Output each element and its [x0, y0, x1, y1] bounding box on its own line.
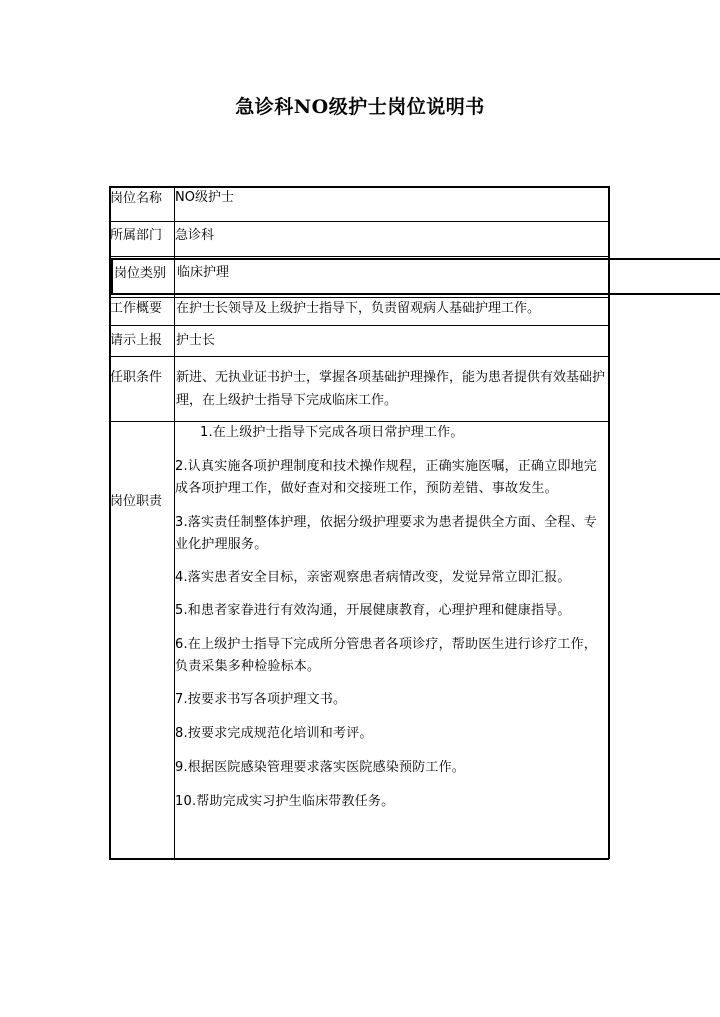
value-reports-to: 护士长 — [176, 333, 216, 348]
value-qualifications: 新进、无执业证书护士，掌握各项基础护理操作，能为患者提供有效基础护理，在上级护士指导下完成临床工作。 — [176, 370, 606, 408]
row-divider — [109, 356, 609, 357]
duty-item: 5.和患者家眷进行有效沟通，开展健康教育，心理护理和健康指导。 — [175, 603, 571, 618]
label-qualifications: 任职条件 — [110, 370, 163, 385]
value-department: 急诊科 — [175, 228, 215, 243]
duty-item: 6.在上级护士指导下完成所分管患者各项诊疗，帮助医生进行诊疗工作，负责采集多种检验标本。 — [175, 637, 598, 674]
row-divider — [109, 256, 609, 257]
duty-item: 9.根据医院感染管理要求落实医院感染预防工作。 — [175, 760, 466, 775]
label-position-name: 岗位名称 — [110, 191, 163, 206]
duty-item: 8.按要求完成规范化培训和考评。 — [175, 726, 373, 741]
label-department: 所属部门 — [110, 228, 163, 243]
document-title: 急诊科NO级护士岗位说明书 — [235, 96, 485, 118]
duty-item: 4.落实患者安全目标，亲密观察患者病情改变，发觉异常立即汇报。 — [175, 570, 571, 585]
label-summary: 工作概要 — [110, 301, 163, 316]
label-duties: 岗位职责 — [110, 494, 163, 509]
duty-item: 1.在上级护士指导下完成各项日常护理工作。 — [200, 425, 464, 440]
duty-item: 7.按要求书写各项护理文书。 — [175, 692, 347, 707]
value-position-name: NO级护士 — [175, 190, 234, 205]
duty-item: 2.认真实施各项护理制度和技术操作规程，正确实施医嘱，正确立即地完成各项护理工作，做好查对和交接班工作，预防差错、事故发生。 — [175, 459, 598, 496]
table-bottom-border — [109, 858, 609, 860]
value-category: 临床护理 — [177, 265, 230, 280]
duty-item: 10.帮助完成实习护生临床带教任务。 — [175, 794, 395, 809]
label-reports-to: 请示上报 — [110, 333, 163, 348]
value-summary: 在护士长领导及上级护士指导下，负责留观病人基础护理工作。 — [176, 301, 541, 316]
duty-item: 3.落实责任制整体护理，依据分级护理要求为患者提供全方面、全程、专业化护理服务。 — [175, 515, 598, 552]
label-category: 岗位类别 — [114, 266, 167, 281]
row-divider — [109, 325, 609, 326]
row-divider — [109, 221, 609, 222]
